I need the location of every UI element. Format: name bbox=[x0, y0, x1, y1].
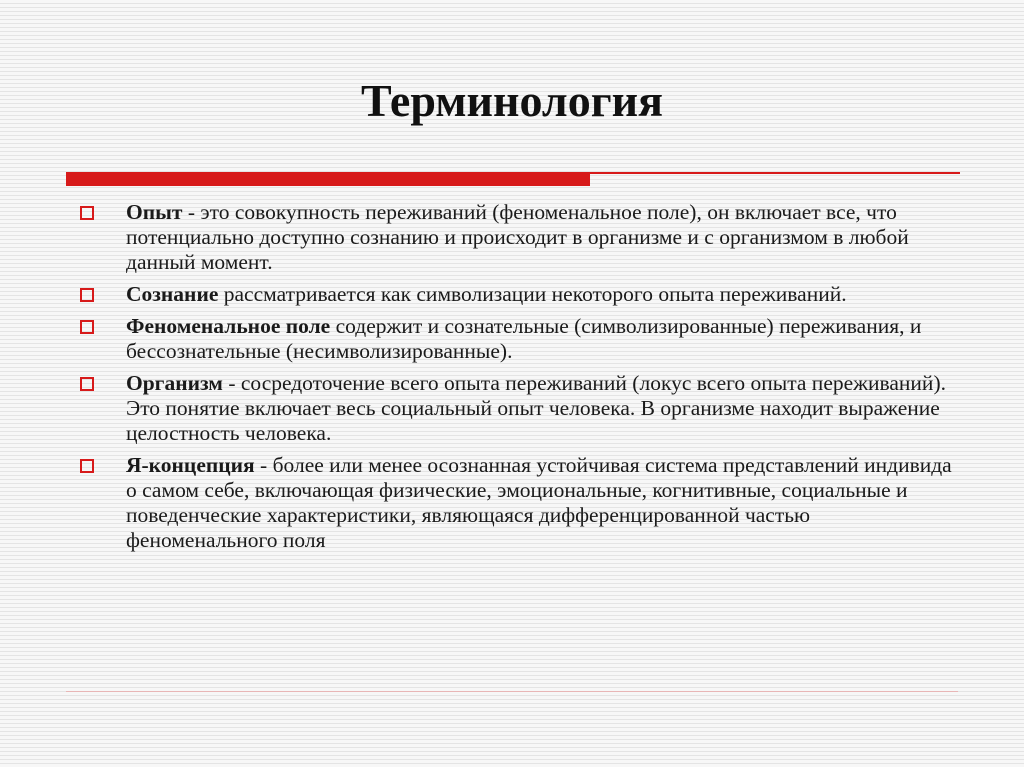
terms-list bbox=[76, 200, 956, 560]
footer-rule bbox=[66, 691, 958, 692]
square-bullet-icon bbox=[80, 206, 94, 220]
list-item bbox=[76, 282, 956, 307]
slide-title: Терминология bbox=[360, 75, 664, 126]
list-item bbox=[76, 371, 956, 446]
title-accent-rule bbox=[590, 172, 960, 174]
list-item bbox=[76, 314, 956, 364]
term-definition: - это совокупность переживаний (феноменальное поле), он включает все, что потенциально доступно сознанию и происходит в организме и с организмом в любой данный момент. bbox=[126, 200, 909, 274]
term-name: Я-концепция bbox=[126, 453, 255, 477]
term-name: Опыт bbox=[126, 200, 183, 224]
term-name: Феноменальное поле bbox=[126, 314, 331, 338]
list-item bbox=[76, 453, 956, 553]
term-definition: - более или менее осознанная устойчивая система представлений индивида о самом себе, включающая физические, эмоциональные, когнитивные, социальные и поведенческие характеристики, являющаяся дифференцированной частью феноменального поля bbox=[126, 453, 952, 552]
term-definition: рассматривается как символизации некоторого опыта переживаний. bbox=[218, 282, 847, 306]
square-bullet-icon bbox=[80, 377, 94, 391]
term-definition: - сосредоточение всего опыта переживаний (локус всего опыта переживаний). Это понятие включает весь социальный опыт человека. В организме находит выражение целостность человека. bbox=[126, 371, 946, 445]
term-name: Организм bbox=[126, 371, 223, 395]
term-name: Сознание bbox=[126, 282, 219, 306]
title-accent-bar bbox=[66, 172, 590, 186]
term-definition: содержит и сознательные (символизированные) переживания, и бессознательные (несимволизированные). bbox=[126, 314, 922, 363]
square-bullet-icon bbox=[80, 459, 94, 473]
list-item bbox=[76, 200, 956, 275]
square-bullet-icon bbox=[80, 288, 94, 302]
square-bullet-icon bbox=[80, 320, 94, 334]
